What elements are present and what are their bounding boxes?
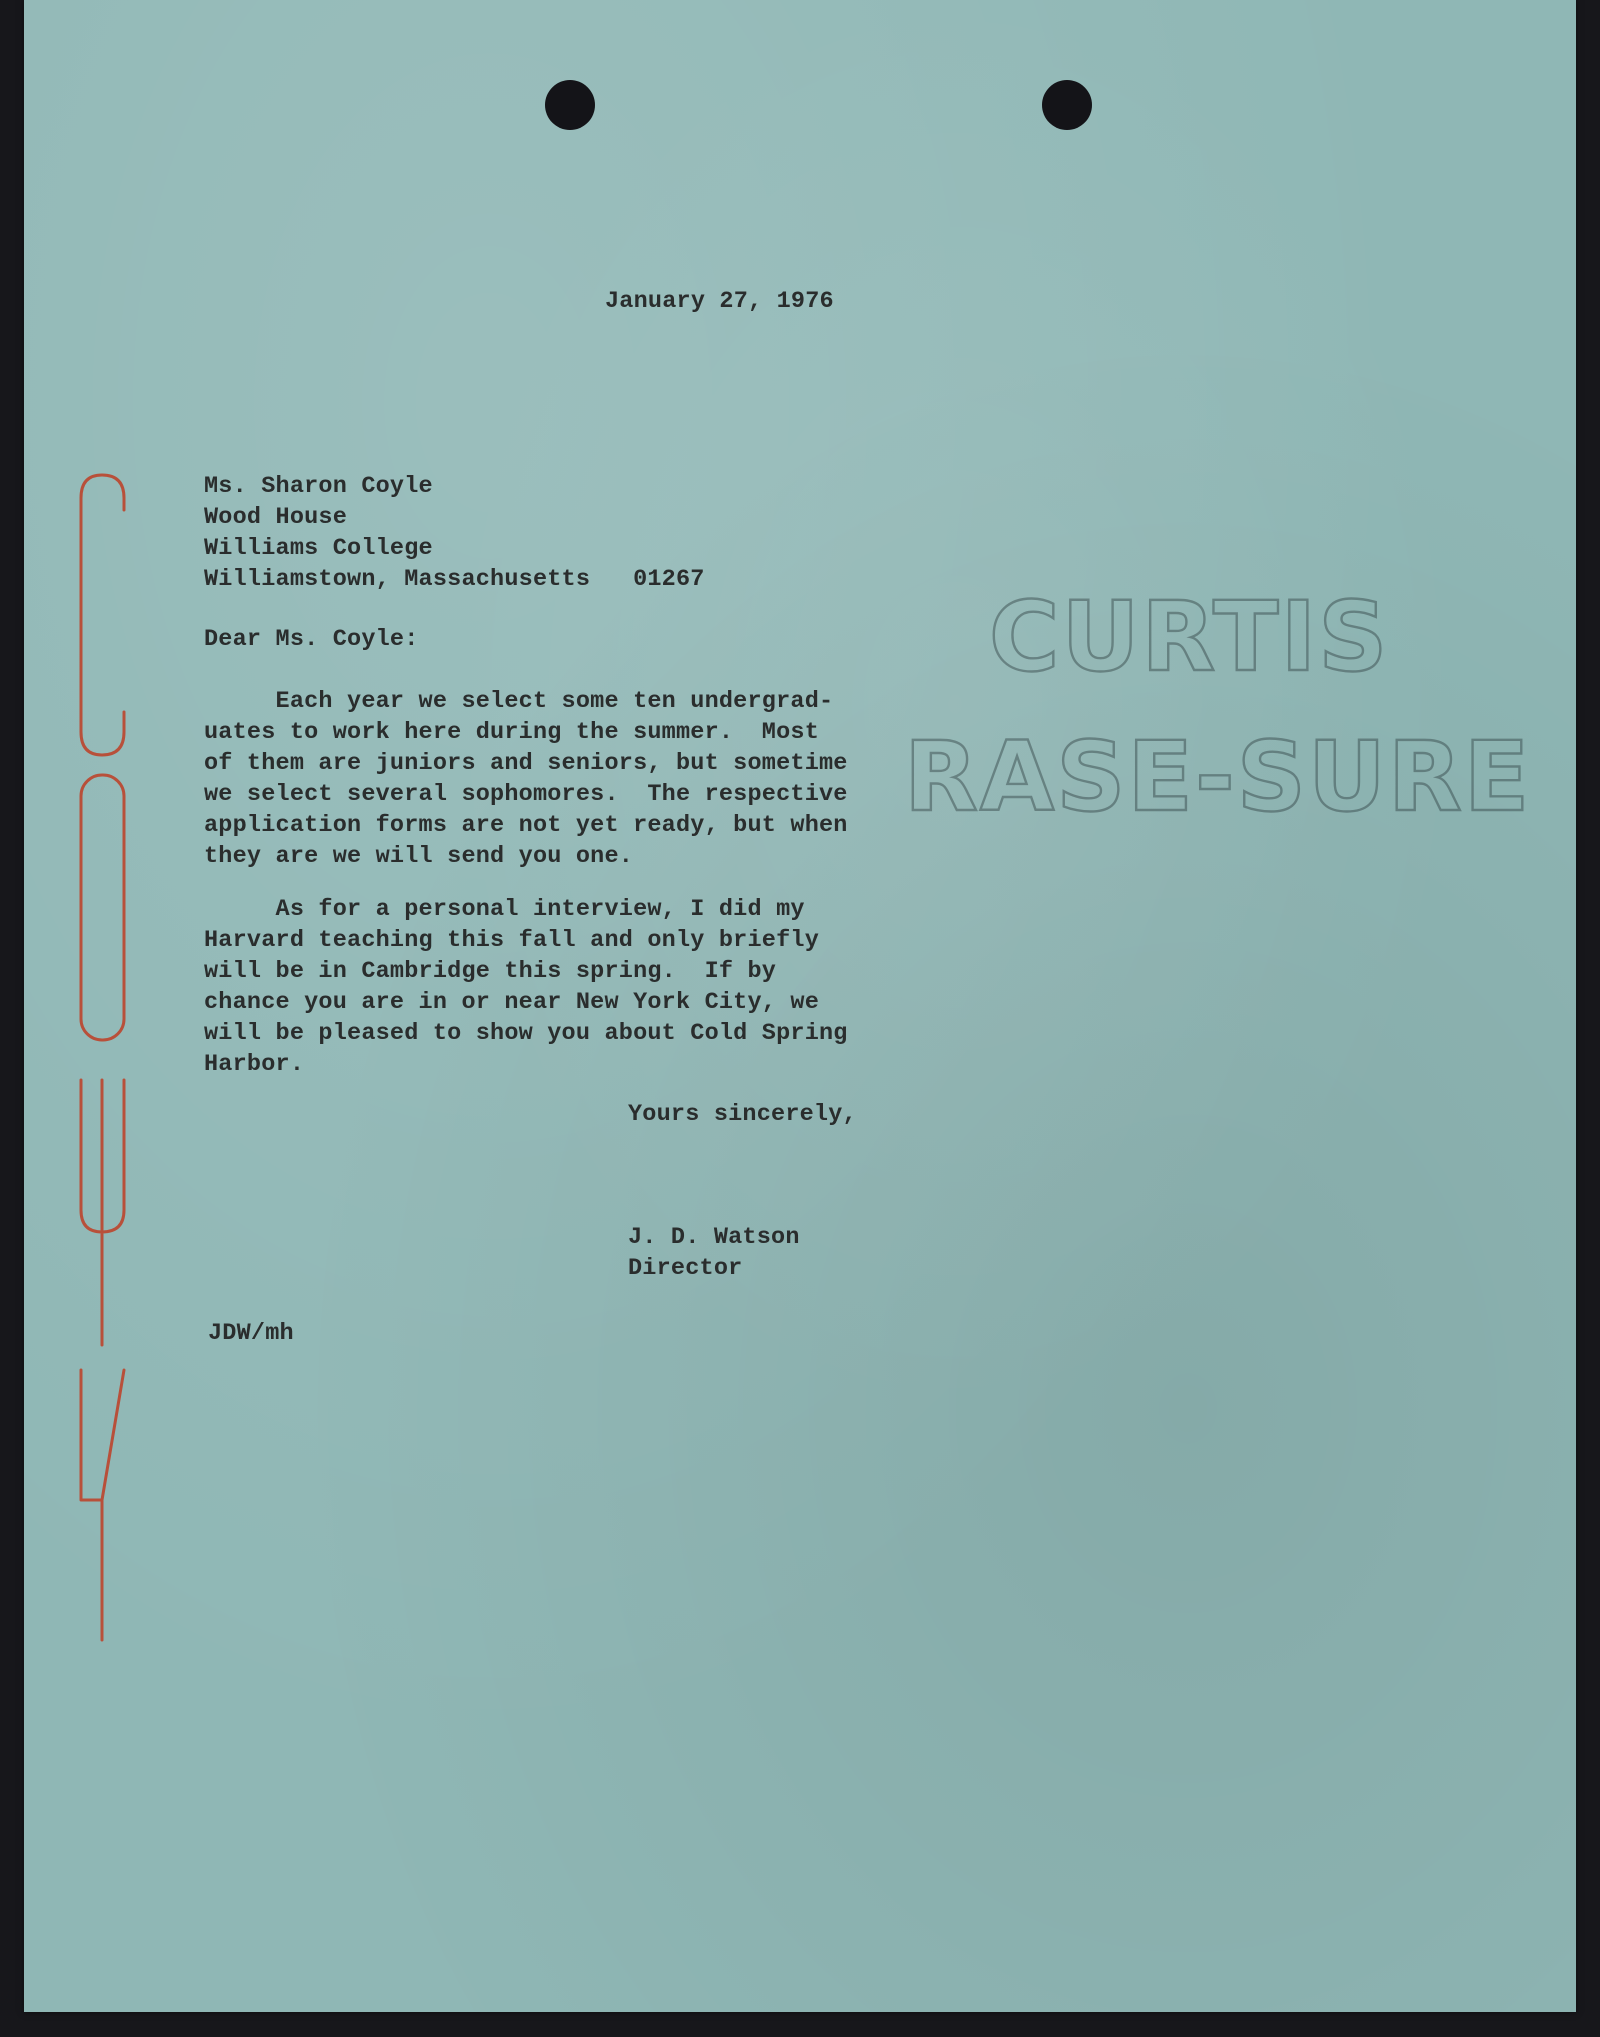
paragraph-line: Harbor. bbox=[204, 1051, 305, 1078]
address-line: Williams College bbox=[204, 535, 433, 562]
signature-block bbox=[628, 1222, 800, 1284]
paragraph-line: application forms are not yet ready, but when bbox=[204, 812, 848, 839]
copy-stamp-letter-o bbox=[81, 775, 124, 1040]
paragraph-line: chance you are in or near New York City, we bbox=[204, 989, 819, 1016]
address-line: Ms. Sharon Coyle bbox=[204, 473, 433, 500]
paragraph-line: uates to work here during the summer. Most bbox=[204, 719, 819, 746]
paragraph-line: will be in Cambridge this spring. If by bbox=[204, 958, 777, 985]
body-paragraph-1 bbox=[204, 686, 848, 872]
paragraph-line: As for a personal interview, I did my bbox=[204, 896, 805, 923]
signer-title: Director bbox=[628, 1255, 743, 1282]
address-line: Williamstown, Massachusetts 01267 bbox=[204, 566, 705, 593]
punch-hole-right bbox=[1042, 80, 1092, 130]
paragraph-line: they are we will send you one. bbox=[204, 843, 634, 870]
paragraph-line: will be pleased to show you about Cold Spring bbox=[204, 1020, 848, 1047]
letter-page bbox=[24, 0, 1576, 2012]
copy-stamp-letter-p bbox=[81, 1080, 124, 1345]
address-line: Wood House bbox=[204, 504, 348, 531]
copy-stamp-letter-c bbox=[81, 475, 124, 755]
paragraph-line: Each year we select some ten undergrad- bbox=[204, 688, 834, 715]
watermark-line-1: CURTIS bbox=[989, 581, 1390, 693]
body-paragraph-2 bbox=[204, 894, 848, 1080]
typist-initials: JDW/mh bbox=[208, 1320, 294, 1347]
closing: Yours sincerely, bbox=[628, 1101, 857, 1128]
paragraph-line: of them are juniors and seniors, but sometime bbox=[204, 750, 848, 777]
paragraph-line: we select several sophomores. The respective bbox=[204, 781, 848, 808]
watermark-line-2: RASE-SURE bbox=[904, 721, 1532, 833]
letter-date: January 27, 1976 bbox=[605, 288, 834, 315]
paragraph-line: Harvard teaching this fall and only briefly bbox=[204, 927, 819, 954]
salutation: Dear Ms. Coyle: bbox=[204, 626, 419, 653]
signer-name: J. D. Watson bbox=[628, 1224, 800, 1251]
copy-stamp-letter-y bbox=[81, 1370, 124, 1640]
recipient-address bbox=[204, 471, 705, 595]
punch-hole-left bbox=[545, 80, 595, 130]
